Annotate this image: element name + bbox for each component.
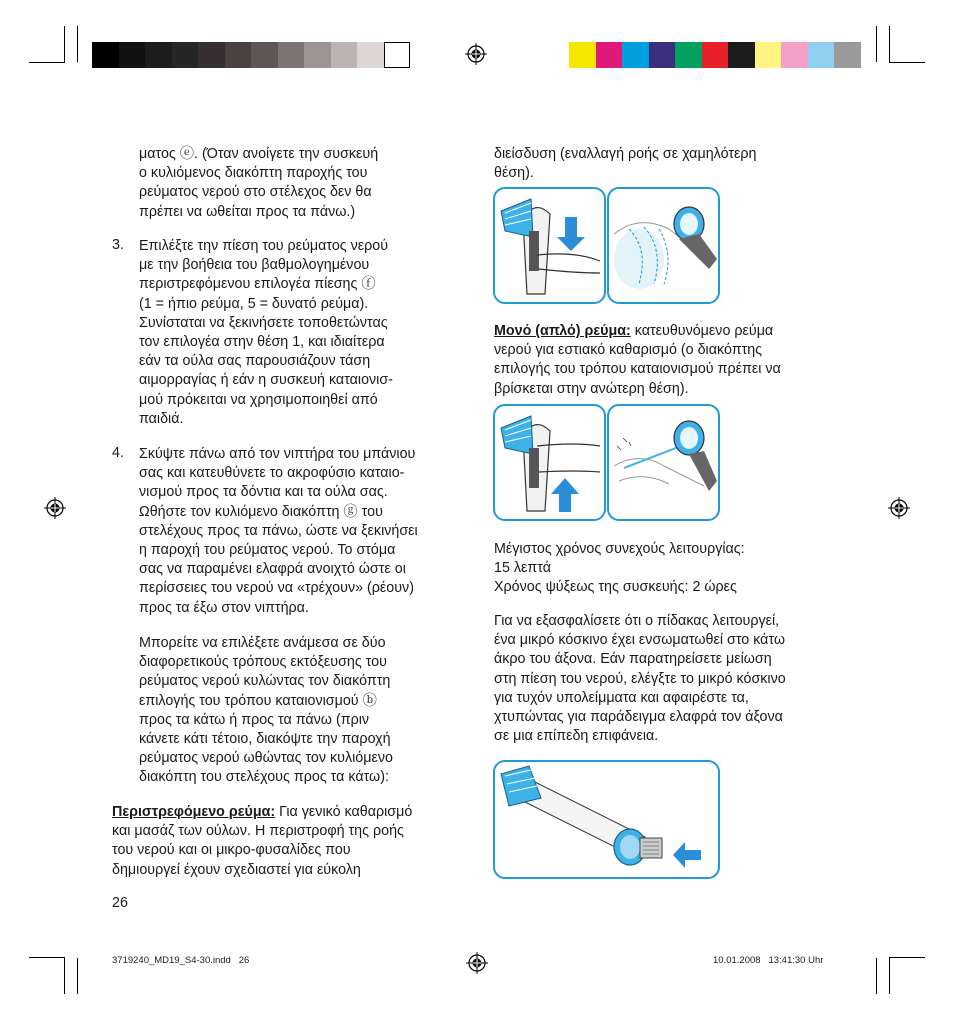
mono-rest <box>494 341 781 399</box>
figure-nozzle-filter <box>493 760 720 879</box>
intro-paragraph <box>139 145 378 222</box>
color-swatch <box>781 42 808 68</box>
color-swatch <box>278 42 305 68</box>
footer-timestamp: 10.01.2008 13:41:30 Uhr <box>713 955 824 966</box>
color-swatch <box>225 42 252 68</box>
text-line: η παροχή του ρεύματος νερού. Το στόμα <box>139 541 396 558</box>
text-line: (1 = ήπιο ρεύμα, 5 = δυνατό ρεύμα). <box>139 295 369 312</box>
crop-mark <box>889 62 925 63</box>
mono-paragraph <box>494 322 781 399</box>
text-line: εάν τα ούλα σας παρουσιάζουν τάση <box>139 353 371 370</box>
step-3-paragraph <box>139 237 393 429</box>
color-swatch <box>304 42 331 68</box>
color-swatch <box>834 42 861 68</box>
text-line: ματος ⓔ. (Όταν ανοίγετε την συσκευή <box>139 146 379 162</box>
color-swatch <box>675 42 702 68</box>
text-line: βρίσκεται στην ανώτερη θέση). <box>494 380 689 397</box>
text-line: για τυχόν υπολείμματα και αφαιρέστε τα, <box>494 689 749 706</box>
text-line: διακόπτη του στελέχους προς τα κάτω): <box>139 769 389 786</box>
runtime-paragraph <box>494 540 745 598</box>
text-line: ο κυλιόμενος διακόπτη παροχής του <box>139 165 368 182</box>
text-line: στη πίεση του νερού, ελέγξτε το μικρό κόσκινο <box>494 670 786 687</box>
text-line: σας να παραμένει ελαφρά ανοιχτό ώστε οι <box>139 561 406 578</box>
text-line: 15 λεπτά <box>494 560 551 577</box>
crop-mark <box>77 26 78 62</box>
color-swatch <box>596 42 623 68</box>
text-line: θέση). <box>494 165 534 182</box>
text-line: σας και κατευθύνετε το ακροφύσιο καταιο- <box>139 465 405 482</box>
color-swatch <box>569 42 596 68</box>
color-swatch <box>728 42 755 68</box>
modes-paragraph <box>139 634 393 788</box>
registration-mark-icon <box>888 497 910 519</box>
color-swatch <box>145 42 172 68</box>
crop-mark <box>29 957 65 958</box>
text-line: Μέγιστος χρόνος συνεχούς λειτουργίας: <box>494 541 745 557</box>
text-line: περιστρεφόμενου επιλογέα πίεσης ⓕ <box>139 276 376 293</box>
text-line: ρεύματος νερού στο στέλεχος δεν θα <box>139 184 372 201</box>
figure-rotary-handle <box>493 187 606 304</box>
crop-mark <box>876 958 877 994</box>
text-line: Ωθήστε τον κυλιόμενο διακόπτη ⓖ του <box>139 503 383 520</box>
text-line: ένα μικρό κόσκινο έχει ενσωματωθεί στο κάτω <box>494 632 786 649</box>
color-swatch <box>331 42 358 68</box>
color-swatch <box>622 42 649 68</box>
text-line: διαφορετικούς τρόπους εκτόξευσης του <box>139 654 387 671</box>
color-swatch <box>808 42 835 68</box>
crop-mark <box>889 26 890 62</box>
color-swatch <box>384 42 411 68</box>
color-swatch <box>702 42 729 68</box>
page-number: 26 <box>112 895 128 911</box>
text-line: περίσσειες του νερού να «τρέχουν» (ρέουν) <box>139 580 414 597</box>
text-line: ρεύματος νερού κυλώντας τον διακόπτη <box>139 673 391 690</box>
color-swatch <box>649 42 676 68</box>
rotary-paragraph <box>112 803 412 880</box>
text-line: Χρόνος ψύξεως της συσκευής: 2 ώρες <box>494 579 737 596</box>
crop-mark <box>889 958 890 994</box>
text-line: νισμού προς τα δόντια και τα ούλα σας. <box>139 484 388 501</box>
text-line: παιδιά. <box>139 410 184 427</box>
crop-mark <box>889 957 925 958</box>
rotary-first-line: Για γενικό καθαρισμό <box>275 804 413 820</box>
text-line: Επιλέξτε την πίεση του ρεύματος νερού <box>139 238 389 254</box>
text-line: προς τα κάτω ή προς τα πάνω (πριν <box>139 711 370 728</box>
rotary-rest <box>112 822 412 880</box>
grayscale-color-bar <box>92 42 410 68</box>
color-swatch <box>119 42 146 68</box>
text-line: του νερού και οι μικρο-φυσαλίδες που <box>112 842 351 859</box>
text-line: με την βοήθεια του βαθμολογημένου <box>139 257 370 274</box>
text-line: στελέχους προς τα πάνω, ώστε να ξεκινήσει <box>139 522 418 539</box>
text-line: άκρο του άξονα. Εάν παρατηρείσετε μείωση <box>494 651 772 668</box>
text-line: Για να εξασφαλίσετε ότι ο πίδακας λειτουργεί, <box>494 613 780 629</box>
registration-mark-icon <box>465 43 487 65</box>
crop-mark <box>64 26 65 62</box>
text-line: χτυπώντας για παράδειγμα ελαφρά τον άξονα <box>494 708 783 725</box>
crop-mark <box>64 958 65 994</box>
crop-mark <box>29 62 65 63</box>
mono-first-line: κατευθυνόμενο ρεύμα <box>630 323 774 339</box>
registration-mark-icon <box>44 497 66 519</box>
text-line: πρέπει να ωθείται προς τα πάνω.) <box>139 203 356 220</box>
step-4-paragraph <box>139 445 418 618</box>
text-line: κάνετε κάτι τέτοιο, διακόψτε την παροχή <box>139 730 391 747</box>
text-line: τον επιλογέα στην θέση 1, και ιδιαίτερα <box>139 333 385 350</box>
text-line: Μπορείτε να επιλέξετε ανάμεσα σε δύο <box>139 635 386 651</box>
text-line: Σκύψτε πάνω από τον νιπτήρα του μπάνιου <box>139 446 416 462</box>
color-swatch <box>172 42 199 68</box>
color-swatch <box>357 42 384 68</box>
cmyk-color-bar <box>569 42 861 68</box>
figure-mono-handle <box>493 404 606 521</box>
text-line: επιλογής του τρόπου καταιονισμού ⓑ <box>139 692 377 709</box>
text-line: διείσδυση (εναλλαγή ροής σε χαμηλότερη <box>494 146 757 162</box>
registration-mark-icon <box>466 952 488 974</box>
footer-file-info: 3719240_MD19_S4-30.indd 26 <box>112 955 250 966</box>
text-line: μού πρόκειται να χρησιμοποιηθεί από <box>139 391 378 408</box>
filter-paragraph <box>494 612 786 746</box>
step-number: 4. <box>112 445 124 461</box>
text-line: δημιουργεί έχουν σχεδιαστεί για εύκολη <box>112 861 361 878</box>
crop-mark <box>876 26 877 62</box>
figure-rotary-spray <box>607 187 720 304</box>
text-line: αιμορραγίας ή εάν η συσκευή καταιονισ- <box>139 372 393 389</box>
text-line: και μασάζ των ούλων. Η περιστροφή της ροής <box>112 823 404 840</box>
color-swatch <box>755 42 782 68</box>
color-swatch <box>251 42 278 68</box>
text-line: επιλογής του τρόπου καταιονισμού πρέπει να <box>494 361 781 378</box>
color-swatch <box>92 42 119 68</box>
text-line: ρεύματος νερού ωθώντας τον κυλιόμενο <box>139 750 393 767</box>
color-swatch <box>198 42 225 68</box>
text-line: Συνίσταται να ξεκινήσετε τοποθετώντας <box>139 314 388 331</box>
text-line: προς τα έξω στον νιπτήρα. <box>139 599 309 616</box>
rotary-heading: Περιστρεφόμενο ρεύμα: <box>112 804 276 820</box>
text-line: νερού για εστιακό καθαρισμό (ο διακόπτης <box>494 342 763 359</box>
figure-mono-spray <box>607 404 720 521</box>
step-number: 3. <box>112 237 124 253</box>
crop-mark <box>77 958 78 994</box>
right-top-paragraph <box>494 145 756 183</box>
text-line: σε μια επίπεδη επιφάνεια. <box>494 728 659 745</box>
mono-heading: Μονό (απλό) ρεύμα: <box>494 323 631 339</box>
